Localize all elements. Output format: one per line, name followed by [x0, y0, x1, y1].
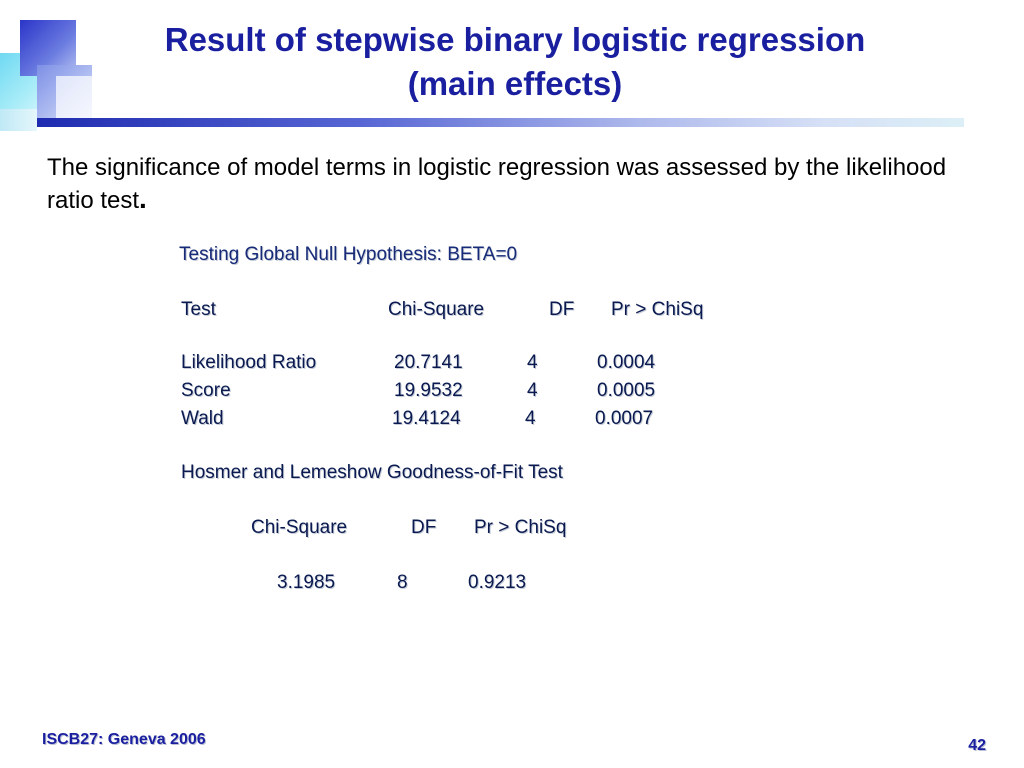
- hl-col-p: Pr > ChiSq: [474, 517, 567, 538]
- global-null-col-p: Pr > ChiSq: [611, 299, 704, 320]
- global-null-row-1-df: 4: [527, 352, 538, 373]
- decorative-bar-cyan: [0, 109, 37, 131]
- decorative-square-pale: [56, 76, 92, 120]
- page-number: 42: [968, 737, 986, 754]
- global-null-row-3-test: Wald: [181, 408, 224, 429]
- slide-title: [95, 18, 935, 106]
- hl-col-df: DF: [411, 517, 437, 538]
- intro-end-mark: .: [139, 183, 147, 214]
- hl-value-p: 0.9213: [468, 572, 527, 593]
- global-null-row-2-p: 0.0005: [597, 380, 656, 401]
- hosmer-lemeshow-heading: Hosmer and Lemeshow Goodness-of-Fit Test: [181, 462, 563, 483]
- global-null-col-df: DF: [549, 299, 575, 320]
- global-null-row-2-chisq: 19.9532: [394, 380, 463, 401]
- global-null-col-chisq: Chi-Square: [388, 299, 485, 320]
- global-null-row-3-df: 4: [525, 408, 536, 429]
- global-null-row-1-p: 0.0004: [597, 352, 656, 373]
- global-null-row-1-test: Likelihood Ratio: [181, 352, 317, 373]
- title-line-2: (main effects): [407, 65, 623, 102]
- global-null-row-2-df: 4: [527, 380, 538, 401]
- intro-text: The significance of model terms in logistic regression was assessed by the likelihood ratio test: [47, 154, 947, 214]
- hl-value-chisq: 3.1985: [277, 572, 336, 593]
- title-underline-rule: [37, 118, 964, 127]
- global-null-row-3-p: 0.0007: [595, 408, 654, 429]
- global-null-col-test: Test: [181, 299, 216, 320]
- title-line-1: Result of stepwise binary logistic regression: [164, 21, 866, 58]
- global-null-row-2-test: Score: [181, 380, 231, 401]
- hl-value-df: 8: [397, 572, 408, 593]
- intro-paragraph: [47, 152, 967, 216]
- global-null-row-3-chisq: 19.4124: [392, 408, 461, 429]
- global-null-row-1-chisq: 20.7141: [394, 352, 463, 373]
- global-null-heading: Testing Global Null Hypothesis: BETA=0: [179, 244, 518, 265]
- footer-conference: ISCB27: Geneva 2006: [42, 731, 206, 748]
- hl-col-chisq: Chi-Square: [251, 517, 348, 538]
